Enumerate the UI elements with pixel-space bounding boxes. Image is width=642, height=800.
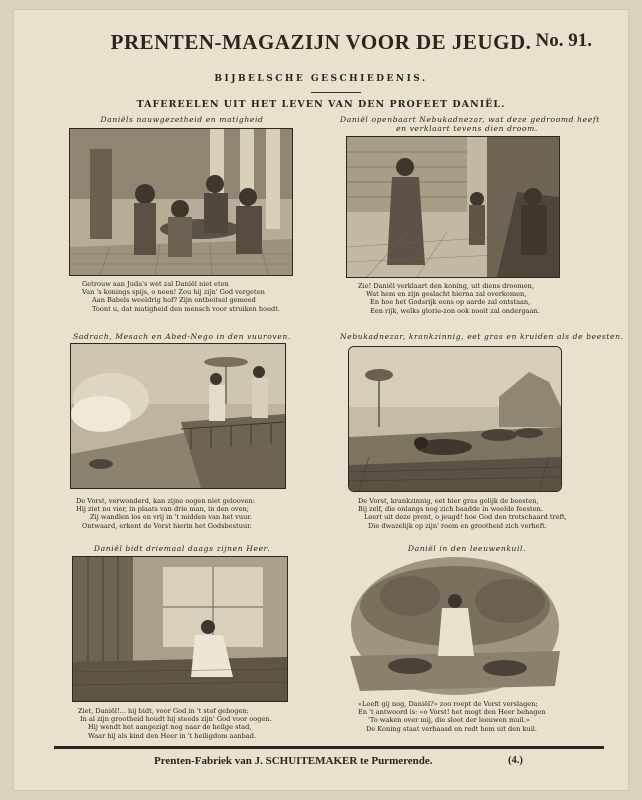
verse-line: Een rijk, welks glorie-zon ook nooit zal ondergaan. bbox=[370, 306, 540, 315]
verse-line: De Vorst, verwonderd, kan zijne oogen niet gelooven: bbox=[76, 497, 255, 505]
panel-3-engraving bbox=[70, 343, 286, 489]
king-eating-grass-illustration bbox=[349, 347, 561, 491]
panel-4-engraving bbox=[348, 346, 562, 492]
verse-line: Van 's konings spijs, o neen! Zou hij zijn' God vergeten bbox=[82, 288, 265, 297]
verse-line: 'To waken over mij, die sloot der leeuwen muil.» bbox=[368, 716, 530, 725]
verse-line: Zij wandlen los en vrij in 't midden van het vuur. bbox=[90, 513, 252, 522]
publisher-line: Prenten-Fabriek van J. SCHUITEMAKER te Purmerende. bbox=[154, 755, 433, 767]
verse-line: Die dwazelijk op zijn' roem en grootheid zich verheft. bbox=[368, 521, 547, 530]
panel-6-engraving bbox=[350, 556, 560, 696]
verse-line: Hij ziet nu vier, in plaats van drie man, in den oven; bbox=[76, 505, 250, 514]
panel-3-verse bbox=[76, 497, 255, 530]
verse-line: Leert uit deze prent, o jeugd! hoe God den trotschaard treft, bbox=[364, 513, 567, 522]
verse-line: De Vorst, krankzinnig, eet hier gras gelijk de beesten, bbox=[358, 497, 539, 505]
panel-1-engraving bbox=[69, 128, 293, 276]
panel-1-verse bbox=[82, 280, 280, 313]
verse-line: En 't antwoord is: «o Vorst! het mogt den Heer behagen bbox=[358, 708, 546, 717]
panel-6-caption: Daniël in den leeuwenkuil. bbox=[407, 544, 527, 553]
panel-2-engraving bbox=[346, 136, 560, 278]
panel-5-engraving bbox=[72, 556, 288, 702]
verse-line: Bij zelf, die onlangs nog zich baadde in weelde feesten. bbox=[358, 505, 543, 514]
section-title: TAFEREELEN UIT HET LEVEN VAN DEN PROFEET DANIËL. bbox=[136, 99, 506, 110]
verse-line: Waar hij als kind den Heer in 't heiligdom aanbad. bbox=[88, 731, 257, 740]
panel-5-verse bbox=[78, 707, 272, 740]
divider-rule bbox=[311, 92, 361, 93]
page-number: (4.) bbox=[508, 755, 523, 766]
page-title: PRENTEN-MAGAZIJN VOOR DE JEUGD. bbox=[110, 30, 532, 54]
verse-line: Ziet, Daniël!... hij bidt, voor God in 't stof gebogen; bbox=[78, 707, 249, 715]
panel-3-caption: Sadrach, Mesach en Abed-Nego in den vuuroven. bbox=[73, 332, 291, 341]
verse-line: «Leeft gij nog, Daniël?» zoo roept de Vorst verslagen; bbox=[358, 700, 538, 708]
verse-line: In al zijn grootheid houdt hij steeds zijn' God voor oogen. bbox=[80, 715, 272, 724]
verse-line: De Koning staat verbaasd en redt hem uit den kuil. bbox=[366, 724, 538, 733]
panel-6-verse bbox=[358, 700, 546, 733]
lions-den-illustration bbox=[350, 556, 560, 696]
panel-5-caption: Daniël bidt driemaal daags zijnen Heer. bbox=[93, 544, 271, 553]
issue-number: No. 91. bbox=[535, 30, 592, 51]
panel-1-caption: Daniëls nauwgezetheid en matigheid bbox=[100, 115, 264, 124]
verse-line: Getrouw aan Juda's wet zal Daniël niet eten bbox=[82, 280, 229, 288]
panel-4-verse bbox=[358, 497, 567, 530]
verse-line: Aan Babels weeldrig hof? Zijn ontbeitsel gemeed bbox=[92, 296, 256, 305]
verse-line: Zie! Daniël verklaart den koning, uit diens droomen, bbox=[358, 282, 534, 290]
panel-4-caption: Nebukadnezar, krankzinnig, eet gras en kruiden als de beesten. bbox=[340, 332, 624, 341]
footer-rule bbox=[54, 746, 604, 749]
panel-2-verse bbox=[358, 282, 540, 315]
verse-line: Wat hem en zijn geslacht hierna zal overkomen, bbox=[366, 290, 527, 299]
fiery-furnace-illustration bbox=[71, 344, 285, 488]
dream-interpretation-illustration bbox=[347, 137, 559, 277]
panel-2-caption: Daniël openbaart Nebukadnezar, wat deze gedroomd heeft bbox=[340, 115, 600, 124]
printed-sheet bbox=[14, 10, 628, 790]
verse-line: Ontwaard, erkent de Vorst hierin het Godsbestuur. bbox=[82, 521, 252, 530]
daniel-praying-illustration bbox=[73, 557, 287, 701]
verse-line: Hij wendt het aangezigt nog naar de heilge stad, bbox=[88, 723, 252, 732]
feast-scene-illustration bbox=[70, 129, 292, 275]
verse-line: Toont u, dat matigheid den mensch voor struiken hoedt. bbox=[92, 304, 280, 313]
verse-line: En hoe het Godsrijk eens op aarde zal ontstaan, bbox=[370, 298, 531, 307]
panel-2-caption-line2: en verklaart tevens dien droom. bbox=[396, 124, 538, 133]
series-subtitle: BIJBELSCHE GESCHIEDENIS. bbox=[214, 74, 428, 84]
